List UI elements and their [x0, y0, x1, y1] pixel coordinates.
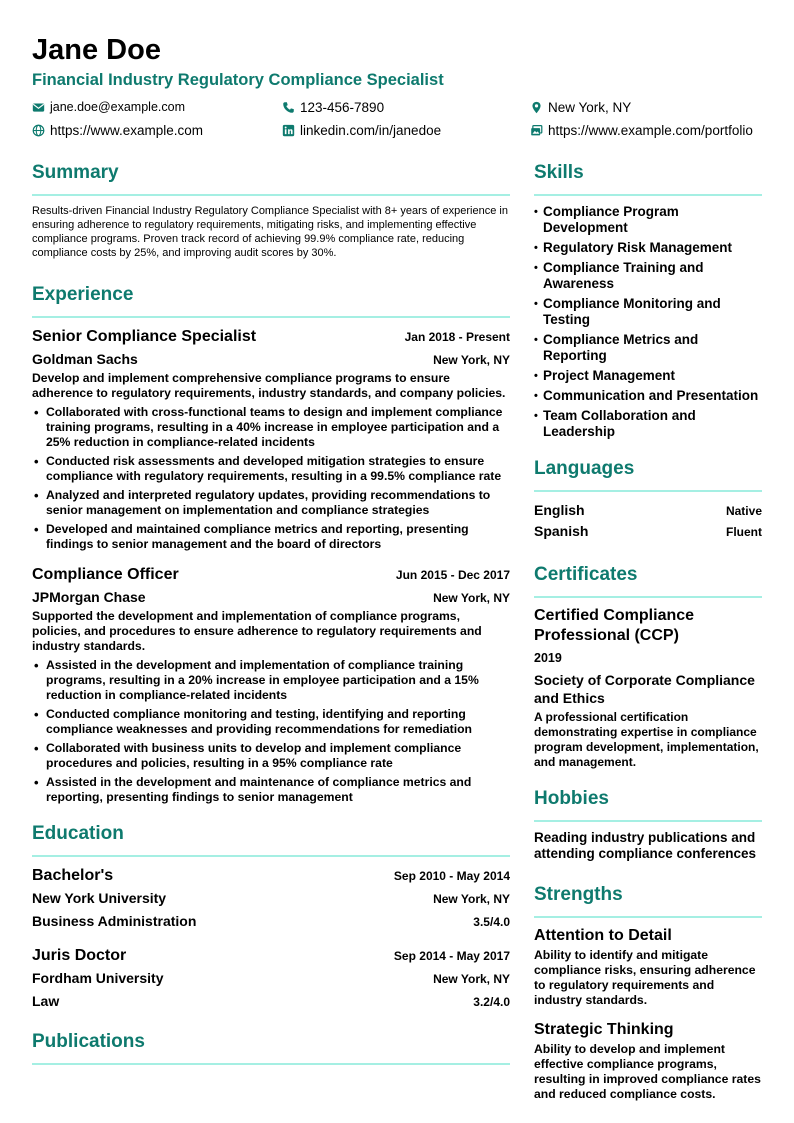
skill-item: • Communication and Presentation [534, 388, 762, 404]
job-bullets [32, 405, 510, 552]
location-text: New York, NY [548, 99, 632, 115]
section-heading-summary: Summary [32, 160, 510, 196]
job-dates: Jan 2018 - Present [404, 330, 510, 344]
language-item [534, 500, 762, 521]
language-name: English [534, 502, 585, 518]
edu-degree: Bachelor's [32, 867, 114, 884]
edu-school: Fordham University [32, 970, 164, 986]
job-description: Supported the development and implementation of compliance programs, policies, and procedures to ensure adherence to regulatory requirements and industry standards. [32, 609, 482, 653]
globe-icon [32, 124, 45, 137]
job-location: New York, NY [433, 353, 510, 367]
right-column [534, 160, 762, 1102]
skill-item: • Compliance Monitoring and Testing [534, 296, 762, 328]
skills-list [534, 204, 762, 440]
portfolio-icon [530, 124, 543, 137]
strength-description: Ability to identify and mitigate compliance risks, ensuring adherence to regulatory requirements and industry standards. [534, 948, 756, 1007]
job-title: Senior Compliance Specialist [32, 328, 257, 345]
job-company: JPMorgan Chase [32, 589, 146, 605]
strength-item [534, 926, 762, 1008]
language-name: Spanish [534, 523, 589, 539]
hobbies-text: Reading industry publications and attending compliance conferences [534, 830, 757, 861]
job-bullet: • Collaborated with business units to develop and implement compliance procedures and policies, resulting in a 95% compliance rate [32, 741, 510, 771]
contact-portfolio[interactable] [530, 120, 753, 140]
portfolio-text: https://www.example.com/portfolio [548, 122, 753, 138]
section-heading-hobbies: Hobbies [534, 786, 762, 822]
summary-text: Results-driven Financial Industry Regulatory Compliance Specialist with 8+ years of experience in ensuring adherence to regulatory requirements, mitigating risks, and implementing effective compliance programs. Proven track record of achieving 99.9% compliance rate, reducing compliance costs by 25%, and improving audit scores by 30%. [32, 205, 508, 259]
certificate-description: A professional certification demonstrating expertise in compliance program development, implementation, and management. [534, 710, 759, 769]
candidate-name: Jane Doe [32, 34, 161, 66]
section-heading-certificates: Certificates [534, 562, 762, 598]
strength-description: Ability to develop and implement effective compliance programs, resulting in improved compliance rates and reduced compliance costs. [534, 1042, 761, 1101]
certificate-org: Society of Corporate Compliance and Ethics [534, 672, 755, 706]
job-bullet: • Collaborated with cross-functional teams to design and implement compliance training programs, resulting in a 40% increase in employee participation and a 25% reduction in compliance-related incidents [32, 405, 510, 450]
job-bullets [32, 658, 510, 805]
strength-item [534, 1020, 762, 1102]
edu-field: Business Administration [32, 913, 197, 929]
phone-icon [282, 101, 295, 114]
certificate-title: Certified Compliance Professional (CCP) [534, 607, 695, 644]
job-bullet: • Conducted risk assessments and developed mitigation strategies to ensure compliance with regulatory requirements, resulting in a 99.5% compliance rate [32, 454, 510, 484]
website-text: https://www.example.com [50, 122, 204, 138]
contact-location [530, 97, 631, 117]
job-title: Compliance Officer [32, 566, 179, 583]
job-bullet: • Conducted compliance monitoring and testing, identifying and reporting compliance weaknesses and providing recommendations for remediation [32, 707, 510, 737]
section-heading-education: Education [32, 821, 510, 857]
contact-website[interactable] [32, 120, 203, 140]
contact-linkedin[interactable] [282, 120, 441, 140]
language-level: Fluent [726, 525, 762, 539]
language-level: Native [725, 504, 762, 518]
section-heading-experience: Experience [32, 282, 510, 318]
job-company: Goldman Sachs [32, 351, 138, 367]
experience-item [32, 564, 510, 805]
job-bullet: • Assisted in the development and maintenance of compliance metrics and reporting, presenting findings to senior management [32, 775, 510, 805]
edu-dates: Sep 2014 - May 2017 [393, 949, 510, 963]
map-pin-icon [530, 101, 543, 114]
job-bullet: • Assisted in the development and implementation of compliance training programs, resulting in a 20% increase in employee participation and a 15% reduction in compliance-related incidents [32, 658, 510, 703]
language-item [534, 521, 762, 542]
contact-phone[interactable] [282, 97, 384, 117]
contact-info [32, 97, 772, 141]
job-bullet: • Analyzed and interpreted regulatory updates, providing recommendations to senior management on implementation and compliance strategies [32, 488, 510, 518]
strength-title: Strategic Thinking [534, 1021, 674, 1038]
edu-location: New York, NY [433, 972, 510, 986]
linkedin-icon [282, 124, 295, 137]
skill-item: • Regulatory Risk Management [534, 240, 762, 256]
edu-location: New York, NY [433, 892, 510, 906]
edu-degree: Juris Doctor [32, 947, 127, 964]
job-dates: Jun 2015 - Dec 2017 [395, 568, 510, 582]
edu-field: Law [32, 993, 60, 1009]
education-item [32, 865, 510, 933]
section-heading-languages: Languages [534, 456, 762, 492]
experience-item [32, 326, 510, 552]
linkedin-text: linkedin.com/in/janedoe [300, 122, 442, 138]
certificate-year: 2019 [534, 651, 562, 665]
section-heading-strengths: Strengths [534, 882, 762, 918]
skill-item: • Compliance Metrics and Reporting [534, 332, 762, 364]
job-location: New York, NY [433, 591, 510, 605]
section-heading-skills: Skills [534, 160, 762, 196]
skill-item: • Team Collaboration and Leadership [534, 408, 762, 440]
candidate-title: Financial Industry Regulatory Compliance Specialist [32, 71, 444, 89]
edu-gpa: 3.5/4.0 [473, 915, 510, 929]
left-column [32, 160, 510, 1073]
strength-title: Attention to Detail [534, 927, 672, 944]
email-text: jane.doe@example.com [50, 100, 185, 114]
job-description: Develop and implement comprehensive compliance programs to ensure adherence to regulatory requirements, industry standards, and company policies. [32, 371, 506, 400]
envelope-icon [32, 101, 45, 114]
edu-gpa: 3.2/4.0 [473, 995, 510, 1009]
contact-email[interactable] [32, 97, 185, 117]
skill-item: • Project Management [534, 368, 762, 384]
skill-item: • Compliance Training and Awareness [534, 260, 762, 292]
edu-school: New York University [32, 890, 167, 906]
job-bullet: • Developed and maintained compliance metrics and reporting, presenting findings to senior management and the board of directors [32, 522, 510, 552]
education-item [32, 945, 510, 1013]
edu-dates: Sep 2010 - May 2014 [393, 869, 510, 883]
phone-text: 123-456-7890 [300, 99, 385, 115]
skill-item: • Compliance Program Development [534, 204, 762, 236]
resume-header [32, 33, 772, 90]
section-heading-publications: Publications [32, 1029, 510, 1065]
